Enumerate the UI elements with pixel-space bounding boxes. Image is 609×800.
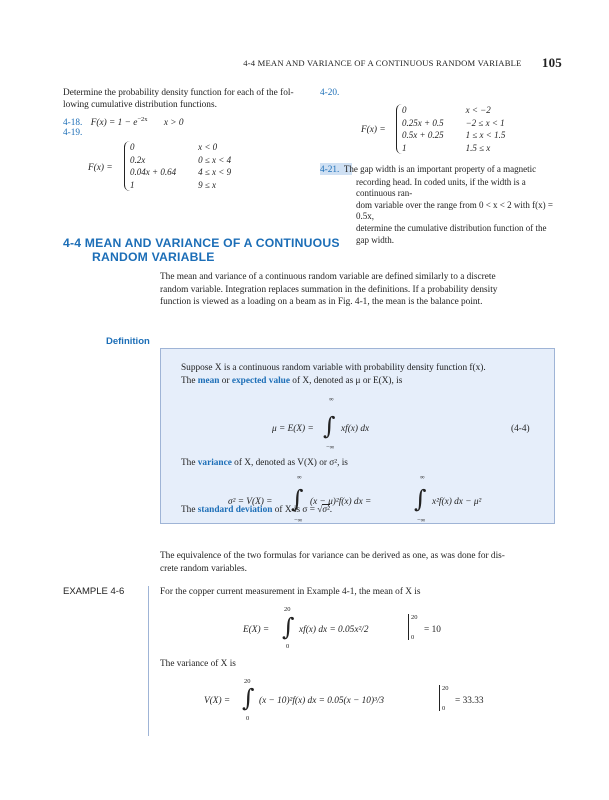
example-variance-lhs: V(X) = bbox=[204, 696, 231, 706]
section-title-line1: 4-4 MEAN AND VARIANCE OF A CONTINUOUS bbox=[63, 236, 340, 250]
integral-lower-limit: −∞ bbox=[417, 517, 426, 524]
piecewise-condition: x < 0 bbox=[198, 142, 218, 152]
eval-upper-limit: 20 bbox=[442, 685, 449, 692]
paragraph-line: The equivalence of the two formulas for variance can be derived as one, as was done for dis- bbox=[160, 551, 505, 561]
integral-sign-icon: ∫ bbox=[242, 684, 255, 712]
paragraph-line: The mean and variance of a continuous random variable are defined similarly to a discrete bbox=[160, 272, 496, 282]
evaluation-bar bbox=[408, 614, 409, 640]
example-mean-mid: xf(x) dx = 0.05x²/2 bbox=[299, 625, 369, 635]
piecewise-condition: 1 ≤ x < 1.5 bbox=[465, 130, 506, 140]
eval-upper-limit: 20 bbox=[411, 614, 418, 621]
exercise-text-line1: The gap width is an important property of a magnetic bbox=[343, 164, 537, 174]
example-margin-rule bbox=[148, 586, 149, 736]
piecewise-row bbox=[402, 142, 509, 155]
variance-formula-lhs: σ² = V(X) = bbox=[228, 497, 273, 507]
standard-deviation-text bbox=[181, 504, 332, 516]
integral-sign-icon: ∫ bbox=[414, 485, 427, 513]
exercise-exponent: −2x bbox=[137, 116, 148, 123]
page-number: 105 bbox=[541, 55, 562, 70]
example-mean-result: = 10 bbox=[424, 625, 441, 635]
exercise-text-line4: determine the cumulative distribution function of the gap width. bbox=[356, 222, 547, 245]
text-fragment: of X, denoted as V(X) or σ², is bbox=[231, 458, 348, 468]
text-fragment: of X is σ = bbox=[272, 505, 318, 515]
integral-upper-limit: ∞ bbox=[297, 474, 302, 481]
piecewise-lhs: F(x) = bbox=[88, 163, 113, 173]
evaluation-bar bbox=[439, 685, 440, 711]
running-header bbox=[0, 54, 562, 70]
exercise-4-20 bbox=[320, 87, 339, 99]
variance-formula-rhs: x²f(x) dx − μ² bbox=[432, 497, 482, 507]
variance-definition-text bbox=[181, 457, 348, 469]
piecewise-condition: 4 ≤ x < 9 bbox=[198, 167, 232, 177]
term-variance: variance bbox=[197, 458, 232, 468]
paragraph-line: crete random variables. bbox=[160, 563, 247, 574]
paragraph-line: random variable. Integration replaces summation in the definitions. If a probability density bbox=[160, 284, 498, 295]
piecewise-row bbox=[130, 179, 235, 192]
example-variance-result: = 33.33 bbox=[455, 696, 484, 706]
piecewise-row bbox=[402, 129, 509, 142]
piecewise-row bbox=[130, 141, 235, 154]
piecewise-row bbox=[130, 166, 235, 179]
exercise-condition: x > 0 bbox=[163, 118, 184, 129]
mean-formula-rhs: xf(x) dx bbox=[341, 424, 370, 434]
exercise-number: 4-18. bbox=[63, 118, 83, 129]
piecewise-value: 1 bbox=[402, 142, 407, 153]
piecewise-condition: 1.5 ≤ x bbox=[465, 142, 491, 153]
section-title-line2: RANDOM VARIABLE bbox=[92, 250, 215, 264]
integral-lower-limit: 0 bbox=[246, 715, 250, 722]
eval-lower-limit: 0 bbox=[411, 634, 415, 641]
exercise-intro-line1: Determine the probability density function for each of the fol- bbox=[63, 88, 294, 98]
integral-lower-limit: −∞ bbox=[326, 444, 335, 451]
definition-line1: Suppose X is a continuous random variable with probability density function f(x). bbox=[181, 363, 486, 373]
text-fragment: The bbox=[181, 376, 198, 386]
exercise-text-line2: recording head. In coded units, if the width is a continuous ran- bbox=[356, 176, 526, 199]
definition-label: Definition bbox=[106, 336, 150, 347]
integral-lower-limit: −∞ bbox=[294, 517, 303, 524]
eval-lower-limit: 0 bbox=[442, 705, 446, 712]
example-intro: For the copper current measurement in Example 4-1, the mean of X is bbox=[160, 587, 421, 597]
integral-upper-limit: ∞ bbox=[329, 396, 334, 403]
piecewise-value: 0.2x bbox=[130, 154, 146, 165]
section-intro-paragraph bbox=[160, 271, 555, 309]
piecewise-row bbox=[130, 154, 235, 167]
sqrt-icon: √ bbox=[317, 505, 323, 515]
mean-formula-lhs: μ = E(X) = bbox=[272, 424, 314, 434]
exercise-intro-line2: lowing cumulative distribution functions. bbox=[63, 100, 217, 110]
section-title bbox=[63, 236, 340, 264]
integral-lower-limit: 0 bbox=[286, 643, 290, 650]
term-standard-deviation: standard deviation bbox=[197, 505, 273, 515]
integral-sign-icon: ∫ bbox=[291, 485, 304, 513]
piecewise-row bbox=[402, 104, 509, 117]
example-label: EXAMPLE 4-6 bbox=[63, 586, 125, 597]
piecewise-value: 0.5x + 0.25 bbox=[402, 130, 444, 140]
piecewise-row bbox=[402, 117, 509, 130]
equation-number: (4-4) bbox=[511, 424, 530, 434]
exercise-number: 4-21. bbox=[320, 165, 340, 175]
piecewise-lhs: F(x) = bbox=[361, 125, 386, 135]
integral-upper-limit: ∞ bbox=[420, 474, 425, 481]
piecewise-value: 0.04x + 0.64 bbox=[130, 167, 177, 177]
piecewise-value: 0.25x + 0.5 bbox=[402, 117, 444, 128]
after-definition-paragraph bbox=[160, 550, 555, 575]
definition-line2 bbox=[181, 375, 402, 387]
exercise-intro bbox=[63, 87, 308, 111]
piecewise-condition: 9 ≤ x bbox=[198, 179, 217, 190]
exercise-formula: F(x) = 1 − e bbox=[90, 118, 138, 129]
piecewise-function-4-20 bbox=[396, 104, 509, 154]
running-title: 4-4 MEAN AND VARIANCE OF A CONTINUOUS RANDOM VARIABLE bbox=[243, 58, 522, 68]
exercise-number: 4-19. bbox=[63, 128, 83, 138]
integral-sign-icon: ∫ bbox=[282, 613, 295, 641]
text-fragment: The bbox=[181, 505, 198, 515]
variance-formula-mid: (x − μ)²f(x) dx = bbox=[310, 497, 372, 507]
sqrt-radicand: σ² bbox=[322, 505, 330, 515]
piecewise-condition: 0 ≤ x < 4 bbox=[198, 154, 232, 165]
piecewise-value: 1 bbox=[130, 179, 135, 190]
text-fragment: or bbox=[219, 376, 232, 386]
exercise-text-line3: dom variable over the range from 0 < x < 2 with f(x) = 0.5x, bbox=[356, 199, 553, 222]
piecewise-condition: −2 ≤ x < 1 bbox=[465, 117, 505, 128]
text-fragment: of X, denoted as μ or E(X), is bbox=[289, 376, 403, 386]
exercise-4-19 bbox=[63, 127, 82, 139]
example-mean-lhs: E(X) = bbox=[243, 625, 270, 635]
term-mean: mean bbox=[197, 376, 220, 386]
piecewise-function-4-19 bbox=[124, 141, 235, 191]
paragraph-line: function is viewed as a loading on a beam as in Fig. 4-1, the mean is the balance point. bbox=[160, 297, 483, 308]
integral-sign-icon: ∫ bbox=[323, 412, 336, 440]
text-fragment: . bbox=[329, 505, 333, 515]
piecewise-value: 0 bbox=[130, 142, 135, 152]
integral-upper-limit: 20 bbox=[284, 606, 291, 613]
integral-upper-limit: 20 bbox=[244, 678, 251, 685]
example-variance-intro: The variance of X is bbox=[160, 659, 236, 669]
exercise-number: 4-20. bbox=[320, 88, 340, 98]
example-variance-mid: (x − 10)²f(x) dx = 0.05(x − 10)³/3 bbox=[259, 696, 385, 706]
piecewise-value: 0 bbox=[402, 105, 407, 115]
exercise-4-21 bbox=[320, 164, 560, 246]
piecewise-condition: x < −2 bbox=[465, 105, 491, 115]
text-fragment: The bbox=[181, 458, 198, 468]
term-expected-value: expected value bbox=[231, 376, 290, 386]
